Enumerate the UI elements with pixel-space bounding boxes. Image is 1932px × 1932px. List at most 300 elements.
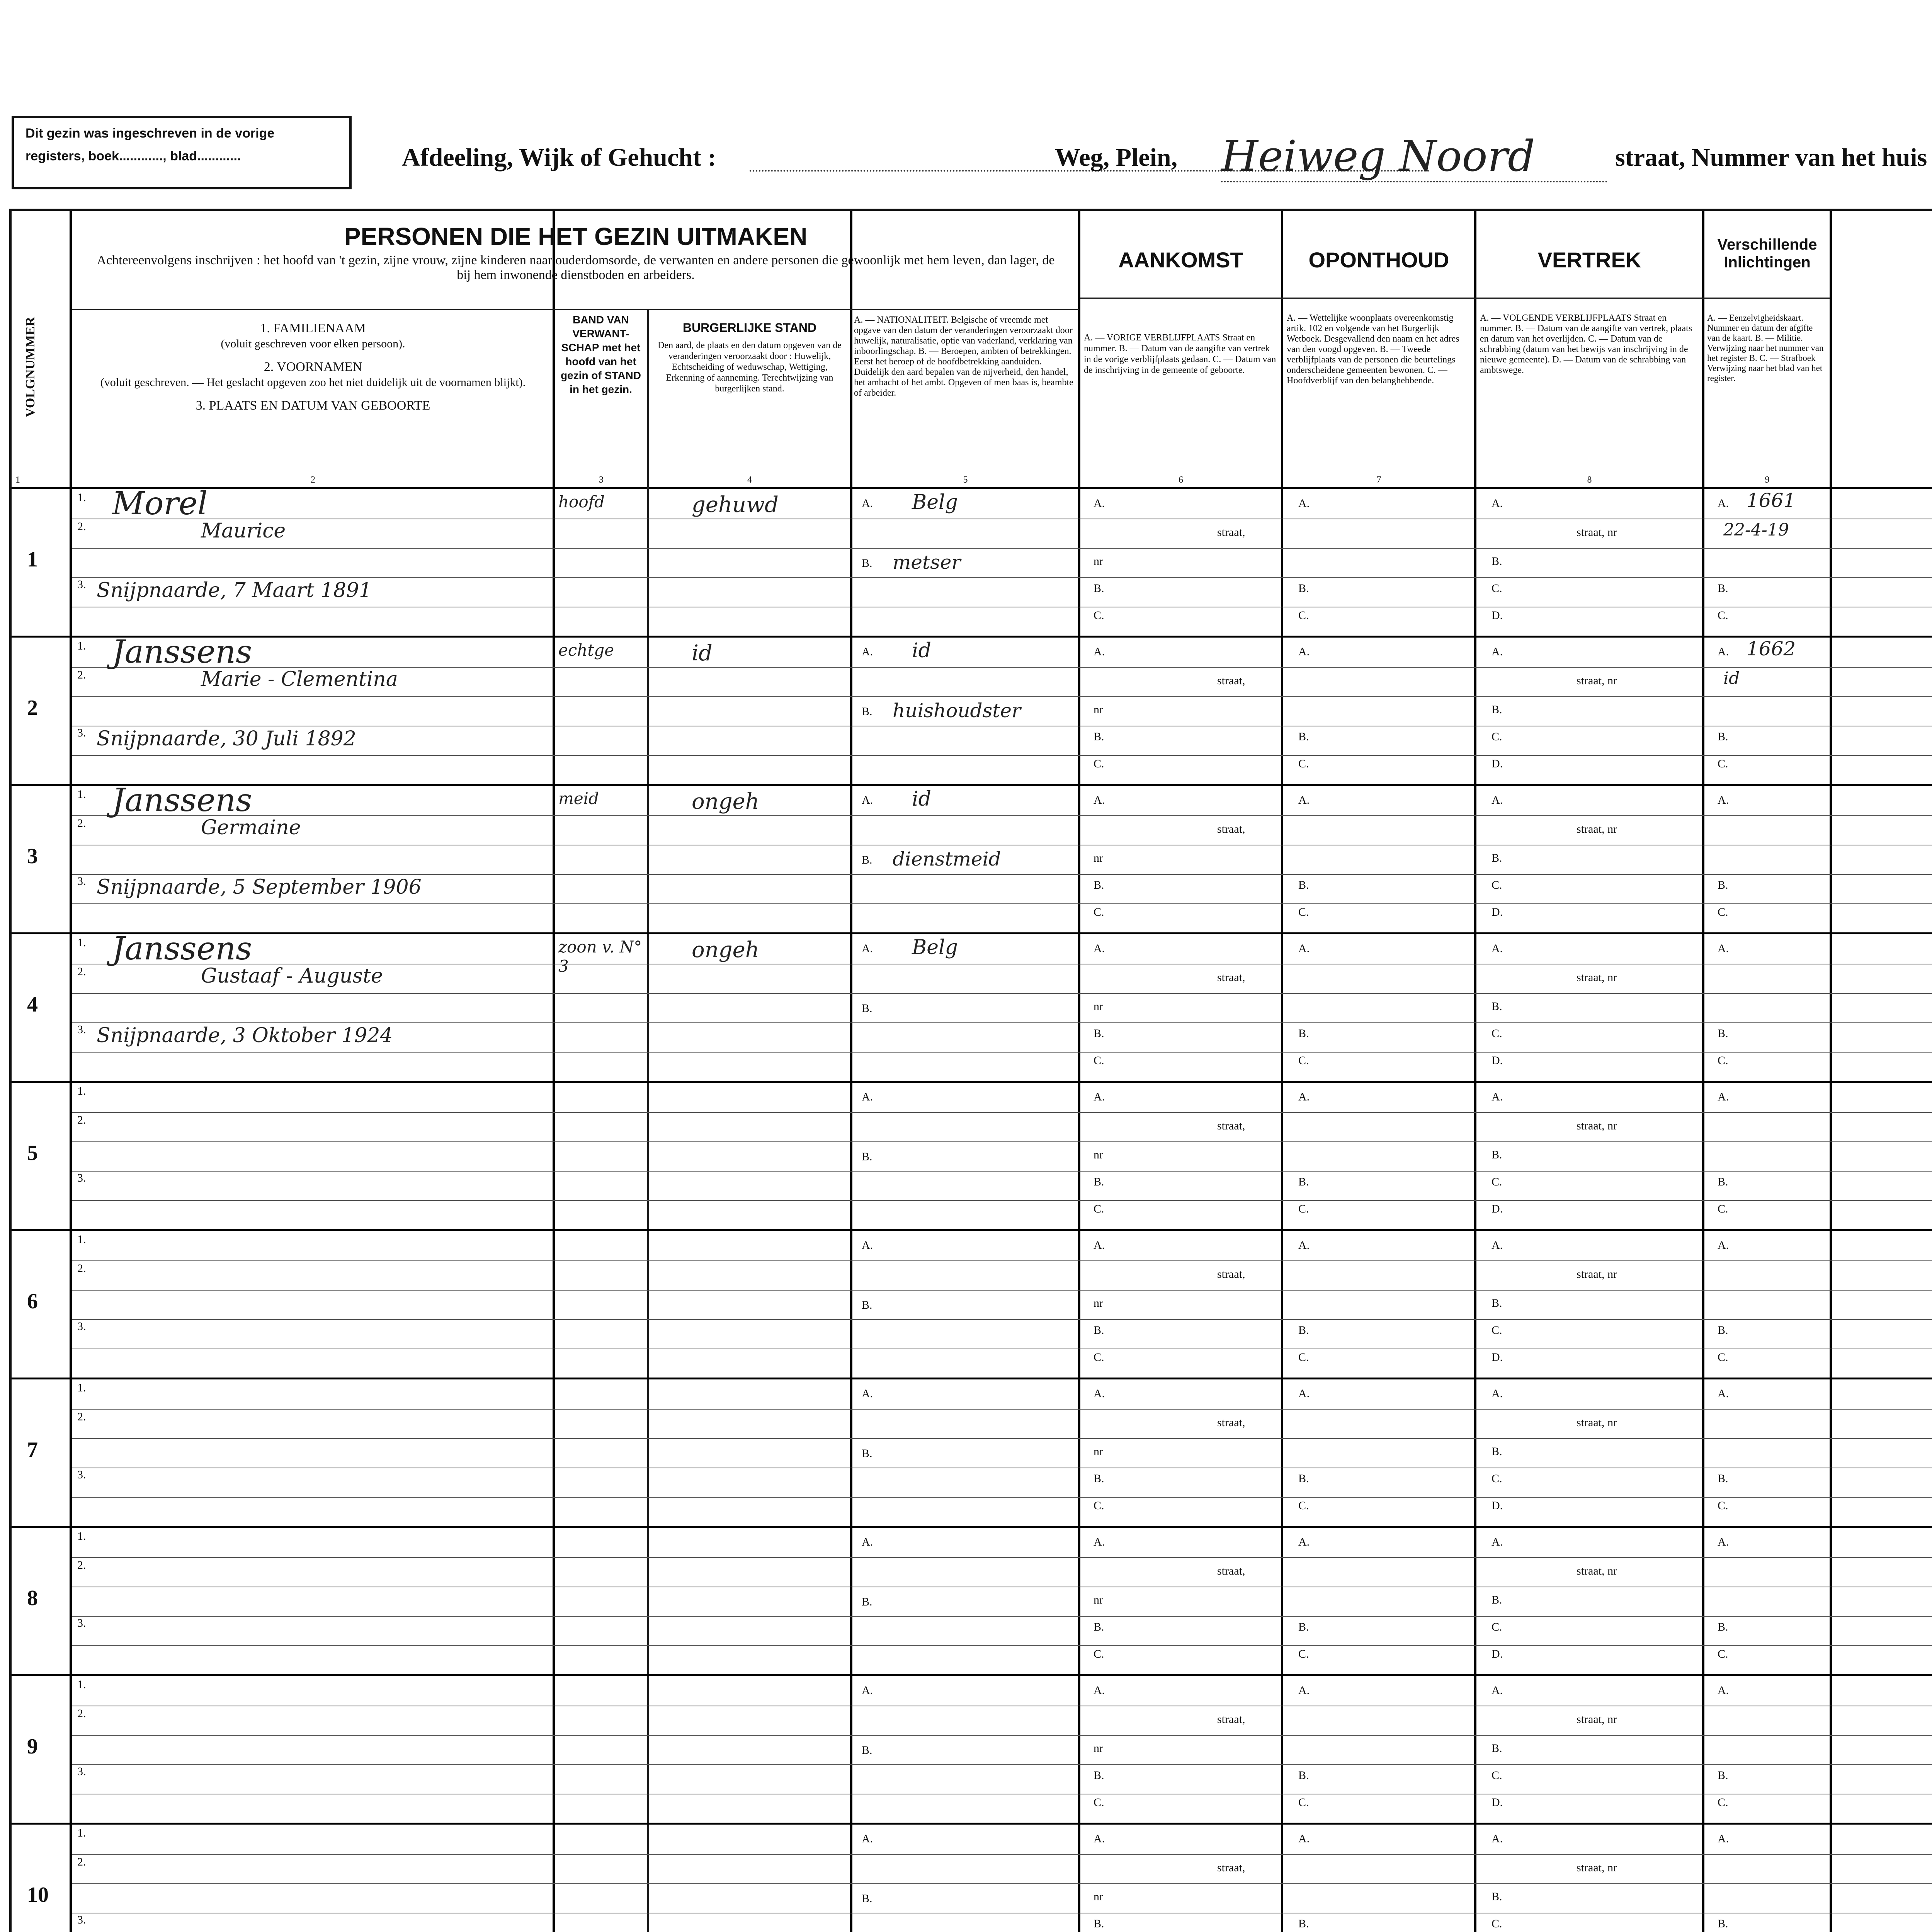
- nationaliteit-header: A. — NATIONALITEIT. Belgische of vreemde met opgave van den datum der veranderingen veroorzaakt door huwelijk, naturalisatie, optie van vaderland, verklaring van inboorlingschap. B. — Beroepen, ambten of betrekkingen. Eerst het beroep of de hoofdbetrekking aanduiden. Duidelijk den aard bepalen van de nijverheid, den handel, het ambacht of het ambt. Opgeven of men baas is, beambte of arbeider.: [854, 315, 1073, 398]
- entry-number: 4: [27, 993, 38, 1017]
- col6-a-label: A.: [1094, 1387, 1105, 1400]
- entry-rule: [72, 1141, 1932, 1142]
- col9-a-label: A.: [1718, 645, 1729, 658]
- col8-b-label: B.: [1492, 852, 1502, 864]
- col8-straat: straat, nr: [1577, 674, 1617, 687]
- entry-divider: [12, 1823, 1932, 1825]
- col8-straat: straat, nr: [1577, 1861, 1617, 1874]
- inlichting-a-value[interactable]: 1662: [1747, 638, 1796, 660]
- entry-divider: [12, 1674, 1932, 1676]
- col6-b-label: B.: [1094, 1027, 1104, 1040]
- volgnummer-header: VOLGNUMMER: [23, 317, 37, 417]
- col6-a-label: A.: [1094, 645, 1105, 658]
- col7-c-label: C.: [1298, 1054, 1309, 1067]
- col9-b-label: B.: [1718, 730, 1728, 743]
- burgerlijke-sub: Den aard, de plaats en den datum opgeven van de veranderingen veroorzaakt door : Huwelijk, Echtscheiding of weduwschap, Wettiging, Erkenning of aanneming. Terechtwijzing van burgerlijken stand.: [658, 340, 842, 394]
- nationaliteit-value[interactable]: Belg: [912, 491, 958, 514]
- voornamen-label: 2. VOORNAMEN: [264, 360, 362, 374]
- col7-c-label: C.: [1298, 1351, 1309, 1364]
- personen-subtitle: Achtereenvolgens inschrijven : het hoofd van 't gezin, zijne vrouw, zijne kinderen naar ouderdomsorde, de verwanten en andere personen die gewoonlijk met hem leven, dan lager, de bij hem inwonende dienstboden en arbeiders.: [97, 253, 1055, 282]
- colnum-2: 2: [311, 475, 315, 485]
- col7-b-label: B.: [1298, 1621, 1309, 1633]
- entry-rule: [72, 1883, 1932, 1884]
- col8-d-label: D.: [1492, 1054, 1503, 1067]
- entry-rule: [72, 874, 1932, 875]
- entry-rule: [72, 1764, 1932, 1765]
- col6-a-label: A.: [1094, 1090, 1105, 1103]
- col6-nr: nr: [1094, 1297, 1103, 1310]
- col8-a-label: A.: [1492, 1239, 1503, 1252]
- col7-a-label: A.: [1298, 1832, 1310, 1845]
- col9-b-label: B.: [1718, 1621, 1728, 1633]
- band-header: BAND VAN VERWANT-SCHAP met het hoofd van het gezin of STAND in het gezin.: [561, 314, 641, 395]
- prior-register-box: [12, 116, 352, 189]
- label-2: 2.: [77, 1559, 86, 1571]
- col8-d-label: D.: [1492, 1796, 1503, 1809]
- label-1: 1.: [77, 1678, 86, 1691]
- col6-straat: straat,: [1217, 1861, 1245, 1874]
- col5-b-label: B.: [862, 854, 872, 866]
- col6-a-label: A.: [1094, 1536, 1105, 1548]
- inlichting-b-value[interactable]: 22-4-19: [1723, 520, 1789, 540]
- col9-b-label: B.: [1718, 1769, 1728, 1782]
- col6-a-label: A.: [1094, 794, 1105, 806]
- col5-b-label: B.: [862, 705, 872, 718]
- col6-c-label: C.: [1094, 1796, 1104, 1809]
- col9-a-label: A.: [1718, 1536, 1729, 1548]
- entry-number: 3: [27, 844, 38, 868]
- col8-d-label: D.: [1492, 1648, 1503, 1660]
- col9-b-label: B.: [1718, 1175, 1728, 1188]
- col9-a-label: A.: [1718, 1090, 1729, 1103]
- colnum-1: 1: [15, 475, 20, 485]
- label-1: 1.: [77, 639, 86, 652]
- col6-b-label: B.: [1094, 730, 1104, 743]
- entry-rule: [72, 815, 1932, 816]
- label-1: 1.: [77, 491, 86, 504]
- col8-straat: straat, nr: [1577, 1565, 1617, 1577]
- col6-a-label: A.: [1094, 1684, 1105, 1697]
- label-2: 2.: [77, 1262, 86, 1275]
- col8-c-label: C.: [1492, 730, 1502, 743]
- band-value[interactable]: echtge: [558, 641, 614, 660]
- entry-divider: [12, 1378, 1932, 1379]
- verschillende-sub: A. — Eenzelvigheidskaart. Nummer en datum der afgifte van de kaart. B. — Militie. Verwijzing naar het nummer van het register B. C. — Strafboek Verwijzing naar het blad van het register.: [1707, 313, 1824, 383]
- voornamen-value[interactable]: Marie - Clementina: [201, 668, 398, 691]
- entry-number: 5: [27, 1141, 38, 1165]
- col9-a-label: A.: [1718, 1832, 1729, 1845]
- col5-a-label: A.: [862, 794, 873, 806]
- voornamen-value[interactable]: Maurice: [201, 519, 286, 543]
- col7-a-label: A.: [1298, 1387, 1310, 1400]
- beroep-value[interactable]: metser: [893, 551, 961, 573]
- col8-c-label: C.: [1492, 1917, 1502, 1930]
- col8-c-label: C.: [1492, 1769, 1502, 1782]
- label-2: 2.: [77, 520, 86, 533]
- familienaam-value[interactable]: Janssens: [112, 930, 252, 967]
- entry-divider: [12, 1526, 1932, 1528]
- col6-straat: straat,: [1217, 1268, 1245, 1281]
- entry-rule: [72, 993, 1932, 994]
- col8-b-label: B.: [1492, 1297, 1502, 1310]
- col6-straat: straat,: [1217, 526, 1245, 539]
- familienaam-value[interactable]: Morel: [112, 485, 208, 522]
- col5-a-label: A.: [862, 1684, 873, 1697]
- col7-b-label: B.: [1298, 730, 1309, 743]
- col6-straat: straat,: [1217, 971, 1245, 984]
- col8-c-label: C.: [1492, 1621, 1502, 1633]
- colnum-10: [1832, 474, 1932, 485]
- beroep-value[interactable]: dienstmeid: [893, 848, 1001, 870]
- entry-rule: [72, 755, 1932, 756]
- col9-c-label: C.: [1718, 609, 1728, 622]
- aanmerkingen-header: [1832, 336, 1932, 356]
- band-value[interactable]: hoofd: [558, 492, 605, 511]
- col7-b-label: B.: [1298, 1769, 1309, 1782]
- col7-c-label: C.: [1298, 906, 1309, 918]
- col8-d-label: D.: [1492, 757, 1503, 770]
- entry-rule: [72, 696, 1932, 697]
- col8-d-label: D.: [1492, 609, 1503, 622]
- entry-number: 10: [27, 1883, 49, 1907]
- col7-c-label: C.: [1298, 1796, 1309, 1809]
- col8-b-label: B.: [1492, 703, 1502, 716]
- entry-number: 9: [27, 1735, 38, 1759]
- entry-rule: [72, 1438, 1932, 1439]
- col8-straat: straat, nr: [1577, 1119, 1617, 1132]
- label-2: 2.: [77, 1410, 86, 1423]
- col5-a-label: A.: [862, 1536, 873, 1548]
- weg-value[interactable]: Heiweg Noord: [1221, 131, 1607, 182]
- col7-b-label: B.: [1298, 582, 1309, 595]
- label-2: 2.: [77, 1855, 86, 1868]
- prior-register-line1: Dit gezin was ingeschreven in de vorige: [26, 126, 275, 141]
- label-3: 3.: [77, 1765, 86, 1778]
- col8-d-label: D.: [1492, 1351, 1503, 1364]
- entry-number: 7: [27, 1438, 38, 1462]
- col9-c-label: C.: [1718, 1351, 1728, 1364]
- col8-a-label: A.: [1492, 497, 1503, 510]
- col6-c-label: C.: [1094, 1351, 1104, 1364]
- col6-b-label: B.: [1094, 582, 1104, 595]
- col6-c-label: C.: [1094, 1648, 1104, 1660]
- label-3: 3.: [77, 578, 86, 591]
- col5-b-label: B.: [862, 557, 872, 570]
- col8-a-label: A.: [1492, 1090, 1503, 1103]
- entry-number: 1: [27, 548, 38, 571]
- label-1: 1.: [77, 1085, 86, 1097]
- col7-b-label: B.: [1298, 1472, 1309, 1485]
- colnum-3: 3: [599, 475, 604, 485]
- col8-a-label: A.: [1492, 645, 1503, 658]
- col8-a-label: A.: [1492, 1832, 1503, 1845]
- col9-b-label: B.: [1718, 582, 1728, 595]
- afdeeling-label: Afdeeling, Wijk of Gehucht :: [402, 143, 716, 172]
- entry-rule: [72, 1290, 1932, 1291]
- col8-d-label: D.: [1492, 1499, 1503, 1512]
- col7-a-label: A.: [1298, 1684, 1310, 1697]
- col5-b-label: B.: [862, 1150, 872, 1163]
- col8-d-label: D.: [1492, 1202, 1503, 1215]
- entry-divider: [12, 636, 1932, 638]
- col5-b-label: B.: [862, 1595, 872, 1608]
- col5-a-label: A.: [862, 497, 873, 510]
- col8-c-label: C.: [1492, 1175, 1502, 1188]
- nationaliteit-value[interactable]: id: [912, 639, 931, 662]
- label-1: 1.: [77, 1381, 86, 1394]
- entry-rule: [72, 548, 1932, 549]
- col5-a-label: A.: [862, 1387, 873, 1400]
- col7-a-label: A.: [1298, 942, 1310, 955]
- voornamen-sub: (voluit geschreven. — Het geslacht opgeven zoo het niet duidelijk uit de voornamen blijkt).: [100, 376, 526, 389]
- col7-b-label: B.: [1298, 879, 1309, 891]
- col6-a-label: A.: [1094, 1832, 1105, 1845]
- col5-b-label: B.: [862, 1447, 872, 1460]
- col5-b-label: B.: [862, 1892, 872, 1905]
- col9-a-label: A.: [1718, 942, 1729, 955]
- col7-b-label: B.: [1298, 1324, 1309, 1337]
- inlichting-b-value[interactable]: id: [1723, 668, 1740, 688]
- col7-b-label: B.: [1298, 1175, 1309, 1188]
- voornamen-value[interactable]: Gustaaf - Auguste: [201, 964, 383, 988]
- col6-b-label: B.: [1094, 1324, 1104, 1337]
- col6-b-label: B.: [1094, 1472, 1104, 1485]
- label-3: 3.: [77, 1320, 86, 1333]
- entry-divider: [12, 1229, 1932, 1231]
- col8-c-label: C.: [1492, 582, 1502, 595]
- label-2: 2.: [77, 817, 86, 830]
- entry-rule: [72, 1854, 1932, 1855]
- entry-rule: [72, 577, 1932, 578]
- colnum-7: 7: [1376, 475, 1381, 485]
- col9-c-label: C.: [1718, 1202, 1728, 1215]
- col6-nr: nr: [1094, 703, 1103, 716]
- col5-b-label: B.: [862, 1002, 872, 1015]
- col6-b-label: B.: [1094, 1769, 1104, 1782]
- entry-rule: [72, 1557, 1932, 1558]
- label-1: 1.: [77, 1827, 86, 1839]
- col8-c-label: C.: [1492, 1324, 1502, 1337]
- col8-a-label: A.: [1492, 942, 1503, 955]
- col6-nr: nr: [1094, 1742, 1103, 1755]
- entry-rule: [72, 1112, 1932, 1113]
- col5-b-label: B.: [862, 1744, 872, 1757]
- label-1: 1.: [77, 788, 86, 801]
- aankomst-sub: A. — VORIGE VERBLIJFPLAATS Straat en nummer. B. — Datum van de aangifte van vertrek in de vorige verblijfplaats gedaan. C. — Datum van de inschrijving in de gemeente of geboorte.: [1084, 333, 1276, 375]
- col7-a-label: A.: [1298, 1536, 1310, 1548]
- burgerlijk-value[interactable]: id: [692, 641, 713, 666]
- col6-c-label: C.: [1094, 1499, 1104, 1512]
- col8-b-label: B.: [1492, 1594, 1502, 1606]
- entry-divider: [12, 784, 1932, 786]
- col7-a-label: A.: [1298, 645, 1310, 658]
- familienaam-header: [73, 321, 553, 413]
- col8-straat: straat, nr: [1577, 823, 1617, 835]
- col9-b-label: B.: [1718, 1324, 1728, 1337]
- beroep-value[interactable]: huishoudster: [893, 699, 1021, 722]
- label-1: 1.: [77, 1530, 86, 1543]
- col6-nr: nr: [1094, 555, 1103, 568]
- col6-b-label: B.: [1094, 1175, 1104, 1188]
- familienaam-label: 1. FAMILIENAAM: [260, 321, 366, 335]
- col8-b-label: B.: [1492, 555, 1502, 568]
- label-1: 1.: [77, 936, 86, 949]
- col6-nr: nr: [1094, 1445, 1103, 1458]
- aankomst-header: AANKOMST: [1118, 248, 1243, 272]
- col5-a-label: A.: [862, 1832, 873, 1845]
- entry-rule: [72, 1260, 1932, 1261]
- familienaam-value[interactable]: Janssens: [112, 634, 252, 670]
- col8-d-label: D.: [1492, 906, 1503, 918]
- entry-divider: [12, 1081, 1932, 1083]
- label-1: 1.: [77, 1233, 86, 1246]
- col7-c-label: C.: [1298, 609, 1309, 622]
- weg-label: Weg, Plein,: [1055, 143, 1178, 172]
- col8-straat: straat, nr: [1577, 1268, 1617, 1281]
- col6-straat: straat,: [1217, 674, 1245, 687]
- label-3: 3.: [77, 1468, 86, 1481]
- col8-a-label: A.: [1492, 1536, 1503, 1548]
- label-3: 3.: [77, 1617, 86, 1629]
- col6-nr: nr: [1094, 1000, 1103, 1013]
- inlichting-a-value[interactable]: 1661: [1747, 489, 1796, 512]
- col7-a-label: A.: [1298, 1090, 1310, 1103]
- entry-rule: [72, 1022, 1932, 1023]
- col5-a-label: A.: [862, 942, 873, 955]
- col6-a-label: A.: [1094, 942, 1105, 955]
- col9-a-label: A.: [1718, 794, 1729, 806]
- col6-c-label: C.: [1094, 757, 1104, 770]
- entry-number: 2: [27, 696, 38, 720]
- prior-register-line2: registers, boek............, blad............: [26, 149, 241, 163]
- col7-a-label: A.: [1298, 1239, 1310, 1252]
- oponthoud-header: OPONTHOUD: [1308, 248, 1449, 272]
- entry-rule: [72, 1052, 1932, 1053]
- familienaam-sub: (voluit geschreven voor elken persoon).: [221, 337, 405, 350]
- entry-rule: [72, 1616, 1932, 1617]
- entry-rule: [72, 1735, 1932, 1736]
- geboorte-value[interactable]: Snijpnaarde, 30 Juli 1892: [97, 727, 356, 750]
- nationaliteit-value[interactable]: id: [912, 787, 931, 811]
- burgerlijk-value[interactable]: ongeh: [692, 789, 759, 814]
- col9-c-label: C.: [1718, 1054, 1728, 1067]
- col6-c-label: C.: [1094, 609, 1104, 622]
- col9-c-label: C.: [1718, 1499, 1728, 1512]
- col8-b-label: B.: [1492, 1742, 1502, 1755]
- col6-nr: nr: [1094, 1148, 1103, 1161]
- col9-a-label: A.: [1718, 1387, 1729, 1400]
- col7-a-label: A.: [1298, 497, 1310, 510]
- col9-b-label: B.: [1718, 1027, 1728, 1040]
- colnum-6: 6: [1179, 475, 1183, 485]
- voornamen-value[interactable]: Germaine: [201, 816, 301, 839]
- register-table: [9, 209, 1932, 1932]
- col6-b-label: B.: [1094, 1917, 1104, 1930]
- col8-a-label: A.: [1492, 1684, 1503, 1697]
- col6-straat: straat,: [1217, 1119, 1245, 1132]
- col6-nr: nr: [1094, 852, 1103, 864]
- label-2: 2.: [77, 1114, 86, 1126]
- col8-b-label: B.: [1492, 1890, 1502, 1903]
- col9-c-label: C.: [1718, 1796, 1728, 1809]
- label-3: 3.: [77, 726, 86, 739]
- colnum-9: 9: [1765, 475, 1770, 485]
- entry-rule: [72, 1409, 1932, 1410]
- col7-c-label: C.: [1298, 1499, 1309, 1512]
- col7-c-label: C.: [1298, 1648, 1309, 1660]
- col6-c-label: C.: [1094, 1202, 1104, 1215]
- colnum-4: 4: [747, 475, 752, 485]
- col8-c-label: C.: [1492, 1472, 1502, 1485]
- entry-rule: [72, 1319, 1932, 1320]
- col9-a-label: A.: [1718, 1239, 1729, 1252]
- burgerlijk-value[interactable]: ongeh: [692, 937, 759, 963]
- personen-title: PERSONEN DIE HET GEZIN UITMAKEN: [344, 223, 808, 250]
- straat-label: straat, Nummer van het huis: [1615, 143, 1927, 172]
- entry-number: 8: [27, 1586, 38, 1610]
- col6-c-label: C.: [1094, 906, 1104, 918]
- label-3: 3.: [77, 1023, 86, 1036]
- col6-nr: nr: [1094, 1890, 1103, 1903]
- col6-straat: straat,: [1217, 1416, 1245, 1429]
- oponthoud-sub: A. — Wettelijke woonplaats overeenkomstig artik. 102 en volgende van het Burgerlijk Wetboek. Desgevallend den naam en het adres van den voogd opgeven. B. — Tweede verblijfplaats van de personen die beurtelings onderscheidene gemeenten bewonen. C. — Hoofdverblijf van den belanghebbende.: [1287, 313, 1459, 386]
- col9-b-label: B.: [1718, 879, 1728, 891]
- label-3: 3.: [77, 1172, 86, 1184]
- col5-b-label: B.: [862, 1299, 872, 1311]
- col8-straat: straat, nr: [1577, 526, 1617, 539]
- col5-a-label: A.: [862, 645, 873, 658]
- plaats-label: 3. PLAATS EN DATUM VAN GEBOORTE: [196, 398, 430, 413]
- col7-c-label: C.: [1298, 1202, 1309, 1215]
- col6-a-label: A.: [1094, 497, 1105, 510]
- col5-a-label: A.: [862, 1239, 873, 1252]
- col8-a-label: A.: [1492, 1387, 1503, 1400]
- col7-b-label: B.: [1298, 1917, 1309, 1930]
- entry-divider: [12, 932, 1932, 934]
- geboorte-value[interactable]: Snijpnaarde, 7 Maart 1891: [97, 579, 372, 602]
- band-value[interactable]: meid: [558, 789, 599, 808]
- entry-rule: [72, 1200, 1932, 1201]
- col9-b-label: B.: [1718, 1917, 1728, 1930]
- verschillende-header: Verschillende Inlichtingen: [1717, 236, 1817, 271]
- col6-nr: nr: [1094, 1594, 1103, 1606]
- label-2: 2.: [77, 668, 86, 681]
- col6-a-label: A.: [1094, 1239, 1105, 1252]
- vertrek-header: VERTREK: [1537, 248, 1641, 272]
- entry-rule: [72, 1171, 1932, 1172]
- geboorte-value[interactable]: Snijpnaarde, 5 September 1906: [97, 876, 422, 899]
- col9-a-label: A.: [1718, 497, 1729, 510]
- col6-straat: straat,: [1217, 1565, 1245, 1577]
- entry-rule: [72, 1497, 1932, 1498]
- burgerlijk-value[interactable]: gehuwd: [692, 492, 779, 517]
- col8-a-label: A.: [1492, 794, 1503, 806]
- col8-c-label: C.: [1492, 879, 1502, 891]
- col9-a-label: A.: [1718, 1684, 1729, 1697]
- colnum-8: 8: [1587, 475, 1592, 485]
- familienaam-value[interactable]: Janssens: [112, 782, 252, 819]
- col5-a-label: A.: [862, 1090, 873, 1103]
- col6-b-label: B.: [1094, 1621, 1104, 1633]
- col9-c-label: C.: [1718, 1648, 1728, 1660]
- nationaliteit-value[interactable]: Belg: [912, 936, 958, 959]
- col6-straat: straat,: [1217, 823, 1245, 835]
- col8-straat: straat, nr: [1577, 1416, 1617, 1429]
- col6-b-label: B.: [1094, 879, 1104, 891]
- col9-c-label: C.: [1718, 906, 1728, 918]
- geboorte-value[interactable]: Snijpnaarde, 3 Oktober 1924: [97, 1024, 393, 1047]
- band-value[interactable]: zoon v. N° 3: [558, 937, 642, 976]
